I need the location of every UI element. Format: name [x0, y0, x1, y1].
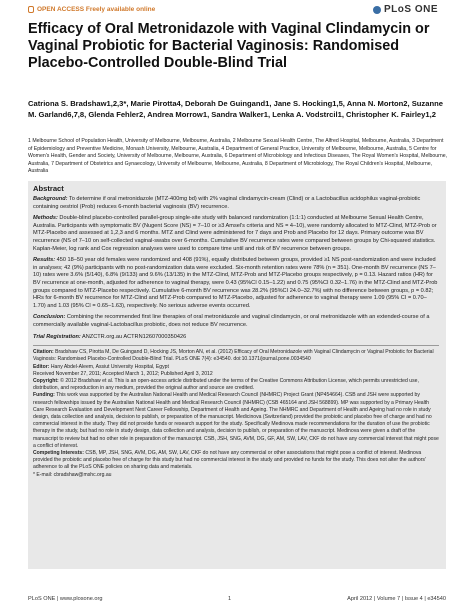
open-access-badge — [28, 6, 155, 13]
abstract-registration — [33, 334, 439, 342]
citation-text: Bradshaw CS, Pirotta M, De Guingand D, Hocking JS, Morton AN, et al. (2012) Efficacy of Oral Metronidazole with Vaginal Clindamycin or Vaginal Probiotic for Bacterial Vaginosis: Randomised Placebo-Controlled Double-Blind Trial. PLoS ONE 7(4): e34540. doi:10.1371/journal.pone.0034540 — [33, 349, 434, 363]
competing-interests-line — [33, 450, 439, 472]
background-text: To determine if oral metronidazole (MTZ-400mg bd) with 2% vaginal clindamycin-cream (Clind) or a Lactobacillus acidophilus vaginal-probiotic containing oestriol (Prob) reduces 6-month bacterial vaginosis (BV) recurrence. — [33, 196, 421, 210]
affiliations: 1 Melbourne School of Population Health, University of Melbourne, Melbourne, Australia, 2 Melbourne Sexual Health Centre, The Alfred Hospital, Melbourne, Australia, 3 Department of Epidemiology and Preventive Medicine, Monash University, Melbourne, Australia, 4 Department of General Practice, University of Melbourne, Melbourne, Australia, 5 Centre for Women's Health, Gender and Society, University of Melbourne, Melbourne, Australia, 6 Department of Microbiology and Infectious Diseases, The Royal Women's Hospital, Melbourne, Australia, 7 Department of Obstetrics and Gynaecology, University of Melbourne, Melbourne, Australia, 8 Department of Microbiology, The Royal Children's Hospital, Melbourne, Australia — [28, 138, 448, 175]
journal-logo — [373, 4, 438, 15]
author-list: Catriona S. Bradshaw1,2,3*, Marie Pirotta4, Deborah De Guingand1, Jane S. Hocking1,5, Anna N. Morton2, Suzanne M. Garland6,7,8, Glenda Fehler2, Andrea Morrow1, Sandra Walker1, Lenka A. Vodstrcil1, Christopher K. Fairley1,2 — [28, 99, 443, 119]
results-label: Results: — [33, 257, 56, 264]
abstract-box — [28, 181, 446, 569]
dates-line: Received November 27, 2011; Accepted March 1, 2012; Published April 3, 2012 — [33, 370, 213, 377]
copyright-text: © 2012 Bradshaw et al. This is an open-access article distributed under the terms of the Creative Commons Attribution License, which permits unrestricted use, distribution, and reproduction in any medium, provided the original author and source are credited. — [33, 377, 419, 392]
editor-text: Hany Abdel-Aleem, Assiut University Hospital, Egypt — [50, 363, 169, 370]
abstract-conclusion — [33, 314, 439, 329]
copyright-label: Copyright: — [33, 377, 59, 384]
page-footer — [28, 594, 446, 606]
journal-name: PLoS ONE — [383, 4, 438, 15]
funding-line — [33, 392, 439, 450]
plos-logo-icon — [373, 6, 381, 14]
copyright-line — [33, 378, 439, 392]
results-text: 450 18–50 year old females were randomized and 408 (91%), equally distributed between groups, provided ≥1 NS post-randomization and were included in analyses; 42 (9%) participants with no post-randomization data were excluded. Six-month retention rates were 78% (n = 351). One-month BV recurrence (NS 7–10) rates were 3.6% (5/140), 6.8% (9/133) and 9.6% (13/135) in the MTZ-Clind, MTZ-Prob and MTZ-Placebo groups respectively, p = 0.13. Hazard ratios (HR) for BV recurrence at one-month, adjusted for adherence to vaginal therapy, were 0.43 (95%CI 0.15–1.22) and 0.75 (95%CI 0.32–1.76) in the MTZ-Clind and MTZ-Prob groups compared to MTZ-Placebo respectively. Cumulative 6-month BV recurrence was 28.2% (95%CI 24.0–32.7%) with no difference between groups, p = 0.82; HRs for 6-month BV recurrence for MTZ-Clind and MTZ-Prob compared to MTZ-Placebo, adjusted for adherence to vaginal therapy were 1.09 (95% CI = 0.70–1.70) and 1.03 (95% CI = 0.65–1.63), respectively. No serious adverse events occurred. — [33, 257, 438, 309]
registration-text: ANZCTR.org.au ACTRN12607000350426 — [82, 333, 187, 340]
competing-interests-label: Competing Interests: — [33, 449, 84, 456]
abstract-heading: Abstract — [33, 184, 64, 193]
editor-line — [33, 364, 439, 371]
email-line[interactable]: * E-mail: cbradshaw@mshc.org.au — [33, 471, 112, 478]
registration-label: Trial Registration: — [33, 333, 81, 340]
abstract-results — [33, 257, 439, 310]
conclusion-label: Conclusion: — [33, 314, 66, 321]
citation-label: Citation: — [33, 349, 54, 356]
background-label: Background: — [33, 196, 68, 202]
footer-journal[interactable]: PLoS ONE | www.plosone.org — [28, 596, 103, 602]
abstract-background — [33, 196, 439, 211]
conclusion-text: Combining the recommended first line therapies of oral metronidazole and vaginal clindamycin, or oral metronidazole with an extended-course of a commercially available vaginal-Lactobacillus probiotic, does not reduce BV recurrence. — [33, 314, 430, 328]
abstract-methods — [33, 215, 439, 253]
open-lock-icon — [28, 6, 34, 13]
funding-label: Funding: — [33, 392, 55, 399]
article-title: Efficacy of Oral Metronidazole with Vaginal Clindamycin or Vaginal Probiotic for Bacterial Vaginosis: Randomised Placebo-Controlled Double-Blind Trial — [28, 21, 430, 71]
page-header — [0, 0, 474, 20]
abstract-divider — [33, 345, 439, 346]
editor-label: Editor: — [33, 363, 50, 370]
citation-line — [33, 349, 439, 363]
footer-issue: April 2012 | Volume 7 | Issue 4 | e34540 — [347, 596, 446, 602]
competing-interests-text: CSB, MP, JSH, SNG, AVM, DG, AM, SW, LAV, CKF do not have any commercial or other associations that might pose a conflict of interest. Medinova provided the probiotic and placebo free of charge for this study but had no commercial interest in the study and provided no funds for the study. This does not alter the authors' adherence to all the PLoS ONE policies on sharing data and materials. — [33, 449, 426, 471]
methods-label: Methods: — [33, 215, 58, 222]
open-access-text: OPEN ACCESS Freely available online — [37, 6, 156, 13]
methods-text: Double-blind placebo-controlled parallel-group single-site study with balanced randomization (1:1:1) conducted at Melbourne Sexual Health Centre, Australia. Participants with symptomatic BV (Nugent Score (NS) = 7–10 or ≥3 Amsel's criteria and NS = 4–10), were randomly allocated to MTZ-Clind, MTZ-Prob or MTZ-Placebo and assessed at 1,2,3 and 6 months. MTZ and Clind were administered for 7 days and Prob and Placebo for 12 days. Primary outcome was BV recurrence (NS of 7–10 on self-collected vaginal-swabs over 6-months. Cumulative BV recurrence rates were compared between groups by Chi-squared statistics. Kaplan-Meier, log rank and Cox regression analyses were used to compare time until and risk of BV recurrence between groups. — [33, 215, 437, 252]
funding-text: This work was supported by the Australian National Health and Medical Research Council (NHMRC) Project Grant (NP454664). CSB and JSH were supported by research fellowships issued by the Australian National Health and Medical Research Council (NHMRC) (CSB 465164 and JSH 568899). MP was supported by a Primary Health Care Research Evaluation and Development Next Career Fellowship, Department of Health and Ageing. The NHMRC and Department of Health and Ageing had no role in study design, data collection and analysis, decision to publish, or preparation of the manuscript. Medicinova (Switzerland) provided the probiotic and placebo free of charge and had no commercial interest in the study. They did not provide funds or research support for the study. Specifically Medinova made recommendations for the duration of use the probiotic therapy in the study, but had no role in study design, data collection and analysis, decision to publish, or preparation of the manuscript. Medinova were given a draft of the manuscript to review but had no other role in preparation of the manuscript. CSB, JSH, SNG, AVM, DG, GF, AM, SW, LAV, CKF do not have any commercial interest that might pose a conflict of interest. — [33, 392, 439, 449]
page-number: 1 — [228, 596, 232, 602]
